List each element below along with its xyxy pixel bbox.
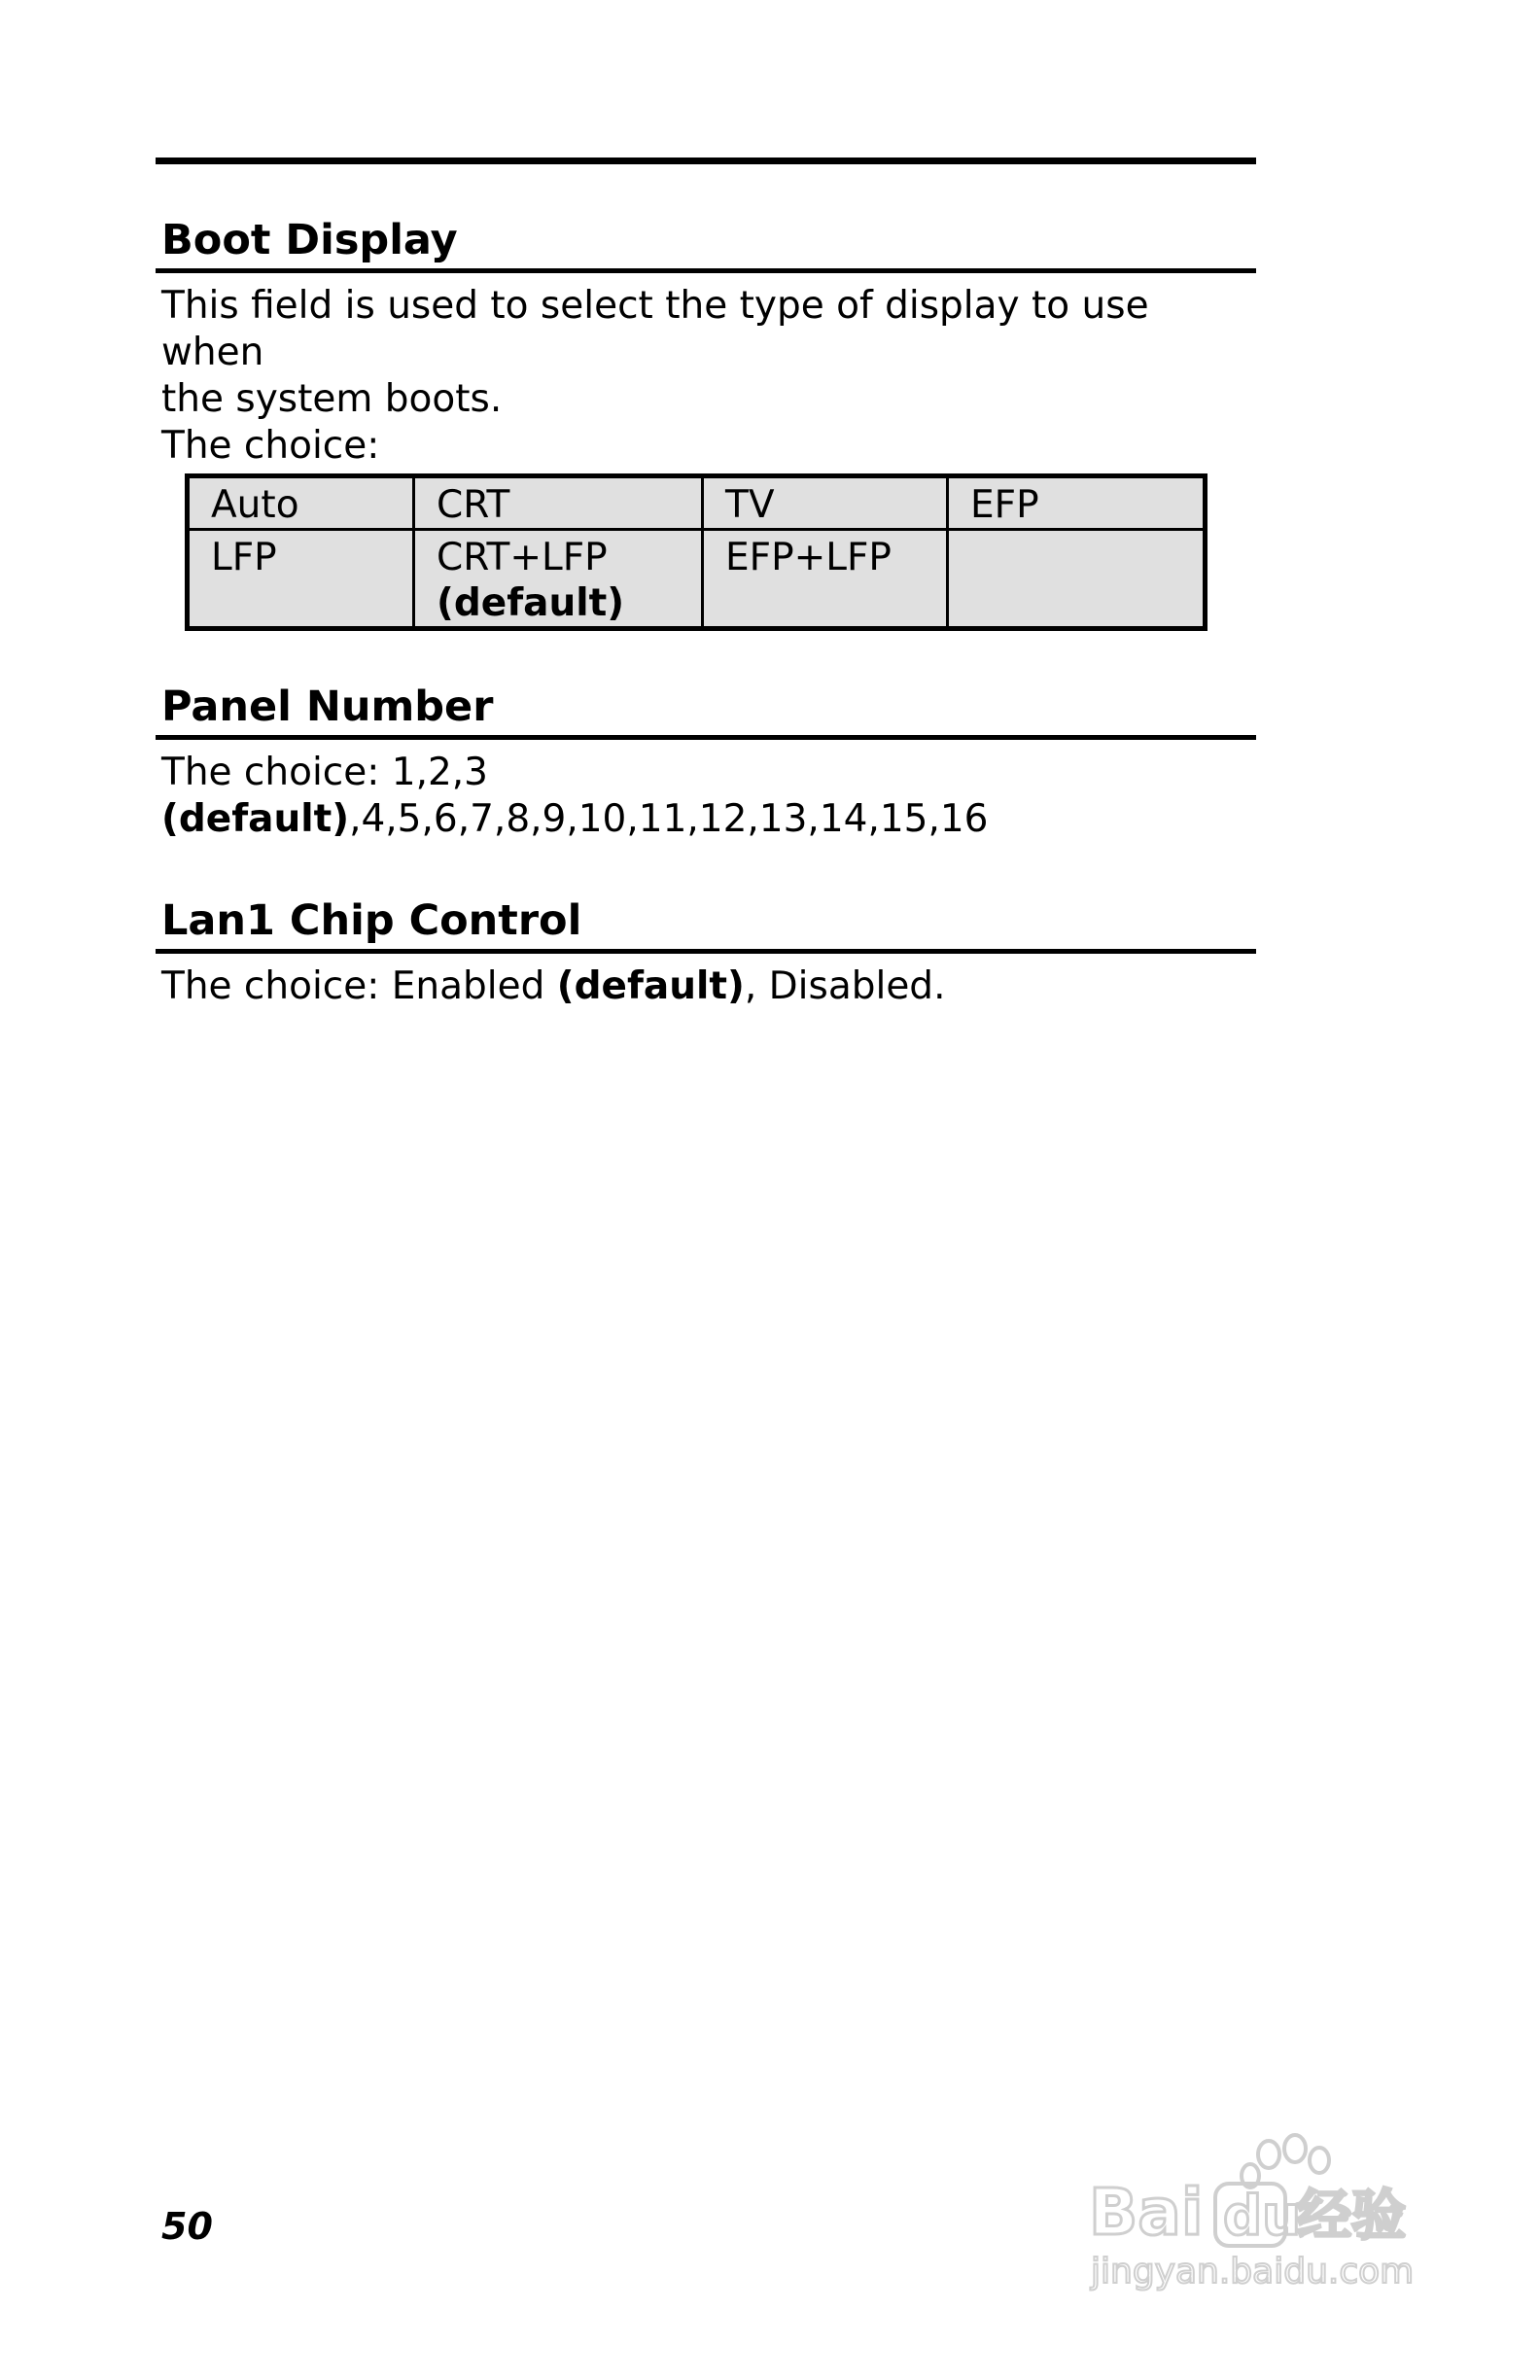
panel-number-line1: The choice: 1,2,3 [161,751,488,794]
default-marker: (default) [556,964,745,1008]
panel-number-line2 [161,796,1256,843]
boot-display-section [156,216,1256,470]
lan1-chip-control-choices [156,963,1256,1010]
boot-display-choice-label: The choice: [161,424,380,468]
table-row [188,530,1206,629]
panel-number-heading: Panel Number [156,682,1256,740]
table-row [188,476,1206,530]
svg-text:Bai: Bai [1089,2175,1204,2250]
baidu-jingyan-watermark [1079,2129,1449,2294]
lan1-choice-suffix: , Disabled. [744,964,946,1008]
table-cell: Auto [188,476,414,530]
boot-display-description [156,283,1256,470]
top-rule [156,158,1256,164]
boot-display-description-line1: This field is used to select the type of display to use when [161,284,1149,374]
table-cell: TV [703,476,948,530]
boot-display-description-line2: the system boots. [161,377,503,421]
table-cell-text: CRT+LFP [437,536,608,579]
lan1-chip-control-section [156,896,1256,1010]
table-cell: EFP+LFP [703,530,948,629]
svg-text:经验: 经验 [1297,2185,1406,2248]
boot-display-choices-table [185,473,1208,631]
table-cell [414,530,703,629]
svg-text:du: du [1223,2185,1301,2248]
svg-text:jingyan.baidu.com: jingyan.baidu.com [1091,2252,1415,2292]
lan1-chip-control-heading: Lan1 Chip Control [156,896,1256,954]
default-marker: (default) [161,797,350,841]
page-number: 50 [161,2205,213,2248]
table-cell: CRT [414,476,703,530]
baidu-paw-logo-icon [1079,2129,1449,2294]
table-cell: EFP [948,476,1206,530]
table-cell [948,530,1206,629]
table-cell: LFP [188,530,414,629]
panel-number-choices [156,750,1256,843]
panel-number-section [156,682,1256,843]
default-marker: (default) [437,581,625,625]
boot-display-heading: Boot Display [156,216,1256,273]
lan1-choice-prefix: The choice: Enabled [161,964,557,1008]
panel-number-line2-rest: ,4,5,6,7,8,9,10,11,12,13,14,15,16 [349,797,989,841]
